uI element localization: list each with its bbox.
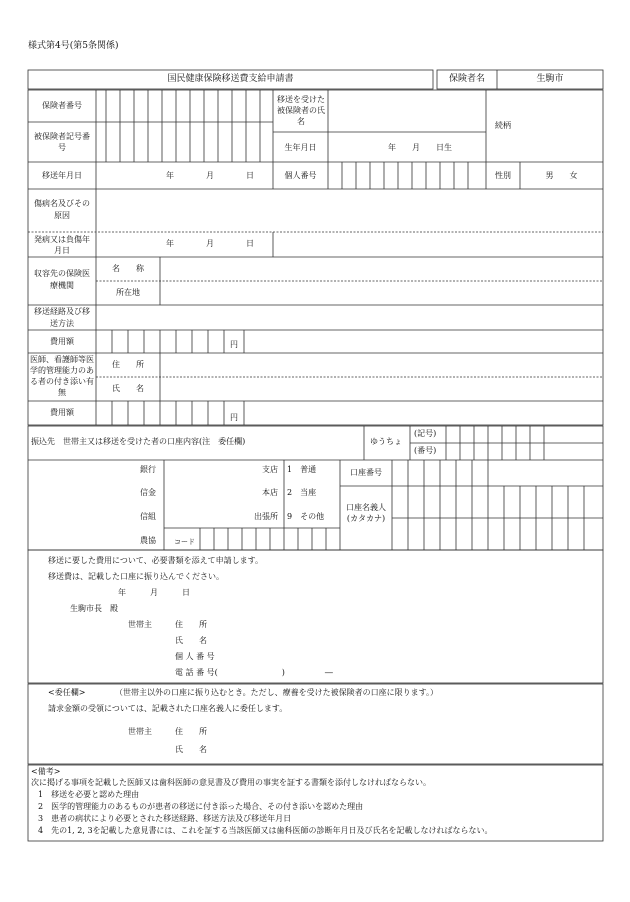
application-line-2: 移送費は、記載した口座に振り込んでください。 [48, 572, 224, 581]
hospital-address-field[interactable] [161, 282, 602, 304]
remarks-item: 3 患者の病状により必要とされた移送経路、移送方法及び移送年月日 [38, 814, 292, 823]
route-label: 移送経路及び移送方法 [34, 307, 90, 328]
account-type-futsu[interactable]: 1 普通 [287, 465, 317, 474]
patient-name-label: 移送を受けた被保険者の氏名 [277, 95, 325, 126]
relation-label: 続柄 [495, 121, 511, 130]
yucho-kigo-label: (記号) [414, 429, 437, 438]
account-type-toza[interactable]: 2 当座 [287, 488, 317, 497]
insurer-number-label: 保険者番号 [42, 101, 82, 110]
applicant-phone-label: 電 話 番 号( ) ― [175, 668, 333, 677]
remarks-intro: 次に掲げる事項を記載した医師又は歯科医師の意見書及び費用の事実を証する書類を添付しなければならない。 [31, 778, 431, 787]
form-title: 国民健康保険移送費支給申請書 [167, 74, 294, 84]
transfer-label: 振込先 世帯主又は移送を受けた者の口座内容(注 委任欄) [31, 437, 246, 446]
account-type-other[interactable]: 9 その他 [287, 512, 325, 521]
patient-name-field[interactable] [328, 91, 485, 131]
bank-code-label: コード [174, 538, 195, 546]
fee-yen: 円 [230, 340, 238, 349]
inst-type-nokyo[interactable]: 農協 [140, 536, 156, 545]
remarks-heading: <備考> [31, 767, 61, 776]
hospital-label: 収容先の保険医療機関 [34, 269, 90, 290]
applicant-personal-number-label: 個 人 番 号 [175, 652, 215, 661]
inst-type-bank[interactable]: 銀行 [140, 465, 156, 474]
hospital-name-label: 名 称 [112, 264, 144, 273]
delegation-address-label: 住 所 [175, 727, 207, 736]
fee-label: 費用額 [50, 337, 74, 346]
insurer-name-label: 保険者名 [448, 74, 485, 84]
application-date: 年 月 日 [118, 588, 190, 597]
onset-date-value: 年 月 日 [166, 239, 254, 248]
disease-label: 傷病名及びその原因 [34, 199, 90, 220]
applicant-name-label: 氏 名 [175, 636, 207, 645]
delegation-heading: <委任欄> [48, 688, 86, 697]
remarks-item: 1 移送を必要と認めた理由 [38, 790, 140, 799]
remarks-item: 2 医学的管理能力のあるものが患者の移送に付き添った場合、その付き添いを認めた理由 [38, 802, 364, 811]
account-number-label: 口座番号 [350, 468, 382, 477]
yucho-bango-label: (番号) [414, 446, 437, 455]
delegation-text: 請求金額の受領については、記載された口座名義人に委任します。 [48, 704, 288, 713]
remarks-item: 4 先の1, 2, 3を記載した意見書には、これを証する当該医師又は歯科医師の診断年月日及び氏名を記載しなければならない。 [38, 826, 493, 835]
inst-type-shinkumi[interactable]: 信組 [140, 512, 156, 521]
application-line-1: 移送に要した費用について、必要書類を添えて申請します。 [48, 556, 264, 565]
birth-date-label: 生年月日 [284, 143, 317, 152]
insurer-name-value: 生駒市 [536, 74, 564, 84]
hospital-address-label: 所在地 [116, 288, 140, 297]
disease-field[interactable] [97, 190, 602, 231]
attendant-address-field[interactable] [161, 354, 602, 376]
applicant-householder-label: 世帯主 [128, 620, 152, 629]
delegation-householder-label: 世帯主 [128, 727, 152, 736]
inst-type-shinkin[interactable]: 信金 [140, 488, 156, 497]
delegation-name-label: 氏 名 [175, 745, 207, 754]
move-date-label: 移送年月日 [42, 171, 82, 180]
attendant-label: 医師、看護師等医学的管理能力のある者の付き添い有無 [30, 355, 94, 397]
fee-yen-2: 円 [230, 413, 238, 422]
applicant-address-label: 住 所 [175, 620, 207, 629]
move-date-value: 年 月 日 [166, 171, 254, 180]
card-number-label: 被保険者記号番号 [34, 132, 90, 152]
form-number: 様式第4号(第5条関係) [28, 41, 119, 51]
branch-type-shiten[interactable]: 支店 [262, 465, 278, 474]
branch-type-honten[interactable]: 本店 [262, 488, 278, 497]
birth-date-value: 年 月 日生 [388, 143, 452, 152]
fee-label-2: 費用額 [50, 408, 74, 417]
personal-number-label: 個人番号 [284, 171, 317, 180]
sex-label: 性別 [495, 171, 511, 180]
branch-type-shuchosho[interactable]: 出張所 [254, 512, 278, 521]
attendant-address-label: 住 所 [112, 360, 144, 369]
hospital-name-field[interactable] [161, 258, 602, 280]
sex-options[interactable]: 男 女 [545, 171, 578, 180]
attendant-name-label: 氏 名 [112, 384, 144, 393]
delegation-note: （世帯主以外の口座に振り込むとき。ただし、療養を受けた被保険者の口座に限ります。） [115, 688, 439, 697]
yucho-label: ゆうちょ [370, 437, 402, 446]
onset-date-label: 発病又は負傷年月日 [34, 235, 90, 255]
route-field[interactable] [97, 306, 602, 329]
attendant-name-field[interactable] [161, 378, 602, 400]
addressee: 生駒市長 殿 [70, 604, 118, 613]
account-holder-label: 口座名義人(カタカナ) [346, 503, 386, 523]
